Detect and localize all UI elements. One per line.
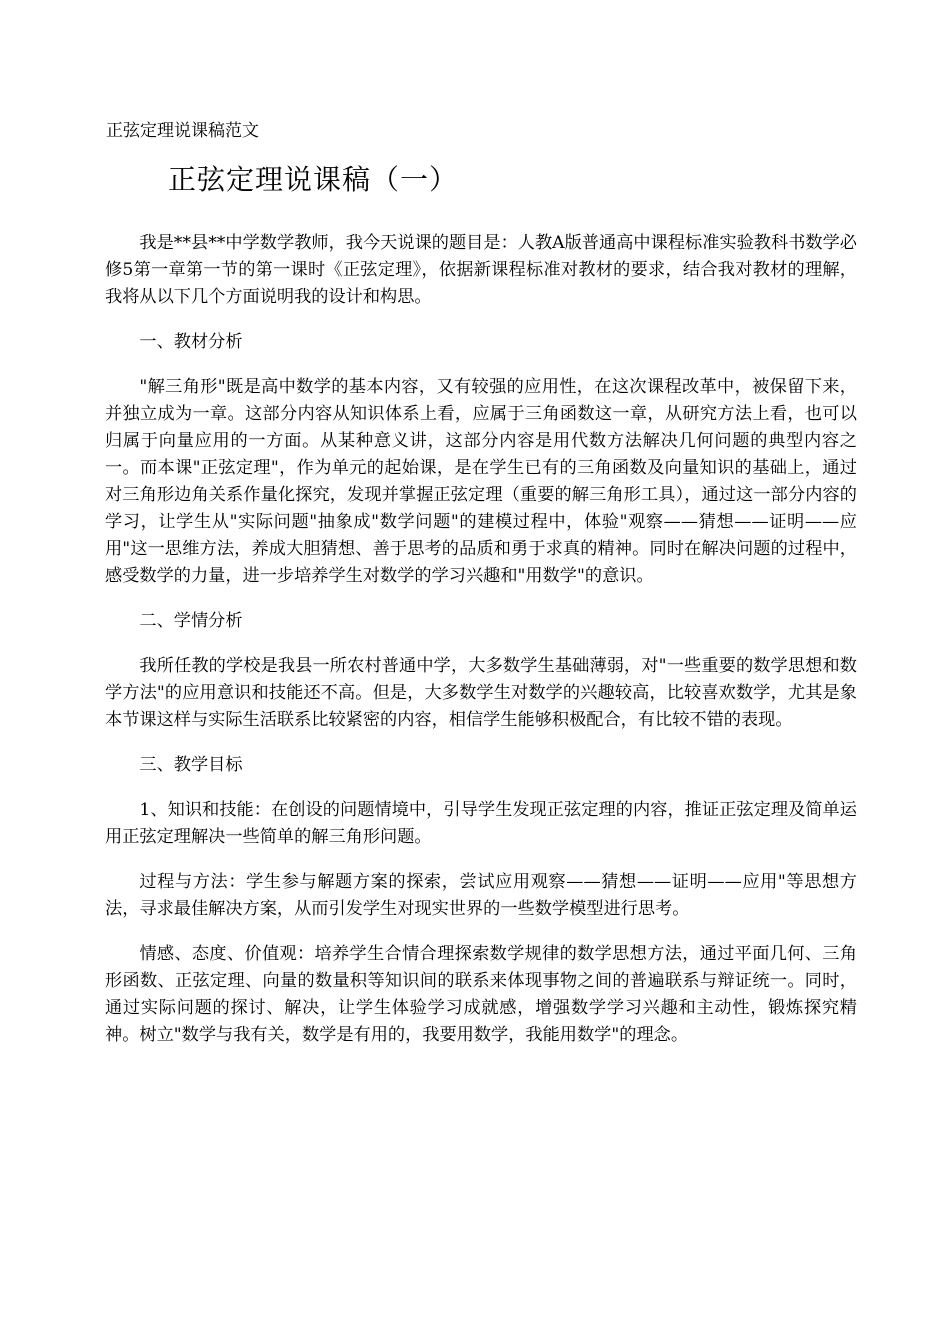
goal-process-method: 过程与方法：学生参与解题方案的探索，尝试应用观察——猜想——证明——应用"等思想方法，寻求最佳解决方案，从而引发学生对现实世界的一些数学模型进行思考。 [105, 872, 857, 919]
section-heading-student-analysis: 二、学情分析 [139, 611, 243, 631]
main-heading: 正弦定理说课稿（一） [168, 163, 459, 196]
textbook-analysis-paragraph: "解三角形"既是高中数学的基本内容，又有较强的应用性，在这次课程改革中，被保留下来，并独立成为一章。这部分内容从知识体系上看，应属于三角函数这一章，从研究方法上看，也可以归属于向量应用的一方面。从某种意义讲，这部分内容是用代数方法解决几何问题的典型内容之一。而本课"正弦定理"，作为单元的起始课，是在学生已有的三角函数及向量知识的基础上，通过对三角形边角关系作量化探究，发现并掌握正弦定理（重要的解三角形工具），通过这一部分内容的学习，让学生从"实际问题"抽象成"数学问题"的建模过程中，体验"观察——猜想——证明——应用"这一思维方法，养成大胆猜想、善于思考的品质和勇于求真的精神。同时在解决问题的过程中，感受数学的力量，进一步培养学生对数学的学习兴趣和"用数学"的意识。 [105, 377, 857, 586]
document-title: 正弦定理说课稿范文 [106, 121, 259, 141]
section-heading-textbook-analysis: 一、教材分析 [139, 332, 243, 352]
student-analysis-paragraph: 我所任教的学校是我县一所农村普通中学，大多数学生基础薄弱，对"一些重要的数学思想和数学方法"的应用意识和技能还不高。但是，大多数学生对数学的兴趣较高，比较喜欢数学，尤其是象本节课这样与实际生活联系比较紧密的内容，相信学生能够积极配合，有比较不错的表现。 [105, 656, 857, 730]
goal-knowledge-skills: 1、知识和技能：在创设的问题情境中，引导学生发现正弦定理的内容，推证正弦定理及简单运用正弦定理解决一些简单的解三角形问题。 [105, 800, 857, 847]
goal-emotion-attitude-values: 情感、态度、价值观：培养学生合情合理探索数学规律的数学思想方法，通过平面几何、三角形函数、正弦定理、向量的数量积等知识间的联系来体现事物之间的普遍联系与辩证统一。同时，通过实际问题的探讨、解决，让学生体验学习成就感，增强数学学习兴趣和主动性，锻炼探究精神。树立"数学与我有关，数学是有用的，我要用数学，我能用数学"的理念。 [105, 944, 857, 1045]
intro-paragraph: 我是**县**中学数学教师，我今天说课的题目是：人教A版普通高中课程标准实验教科书数学必修5第一章第一节的第一课时《正弦定理》，依据新课程标准对教材的要求，结合我对教材的理解，我将从以下几个方面说明我的设计和构思。 [105, 233, 857, 307]
document-body [105, 230, 857, 1067]
section-heading-teaching-goals: 三、教学目标 [139, 755, 243, 775]
